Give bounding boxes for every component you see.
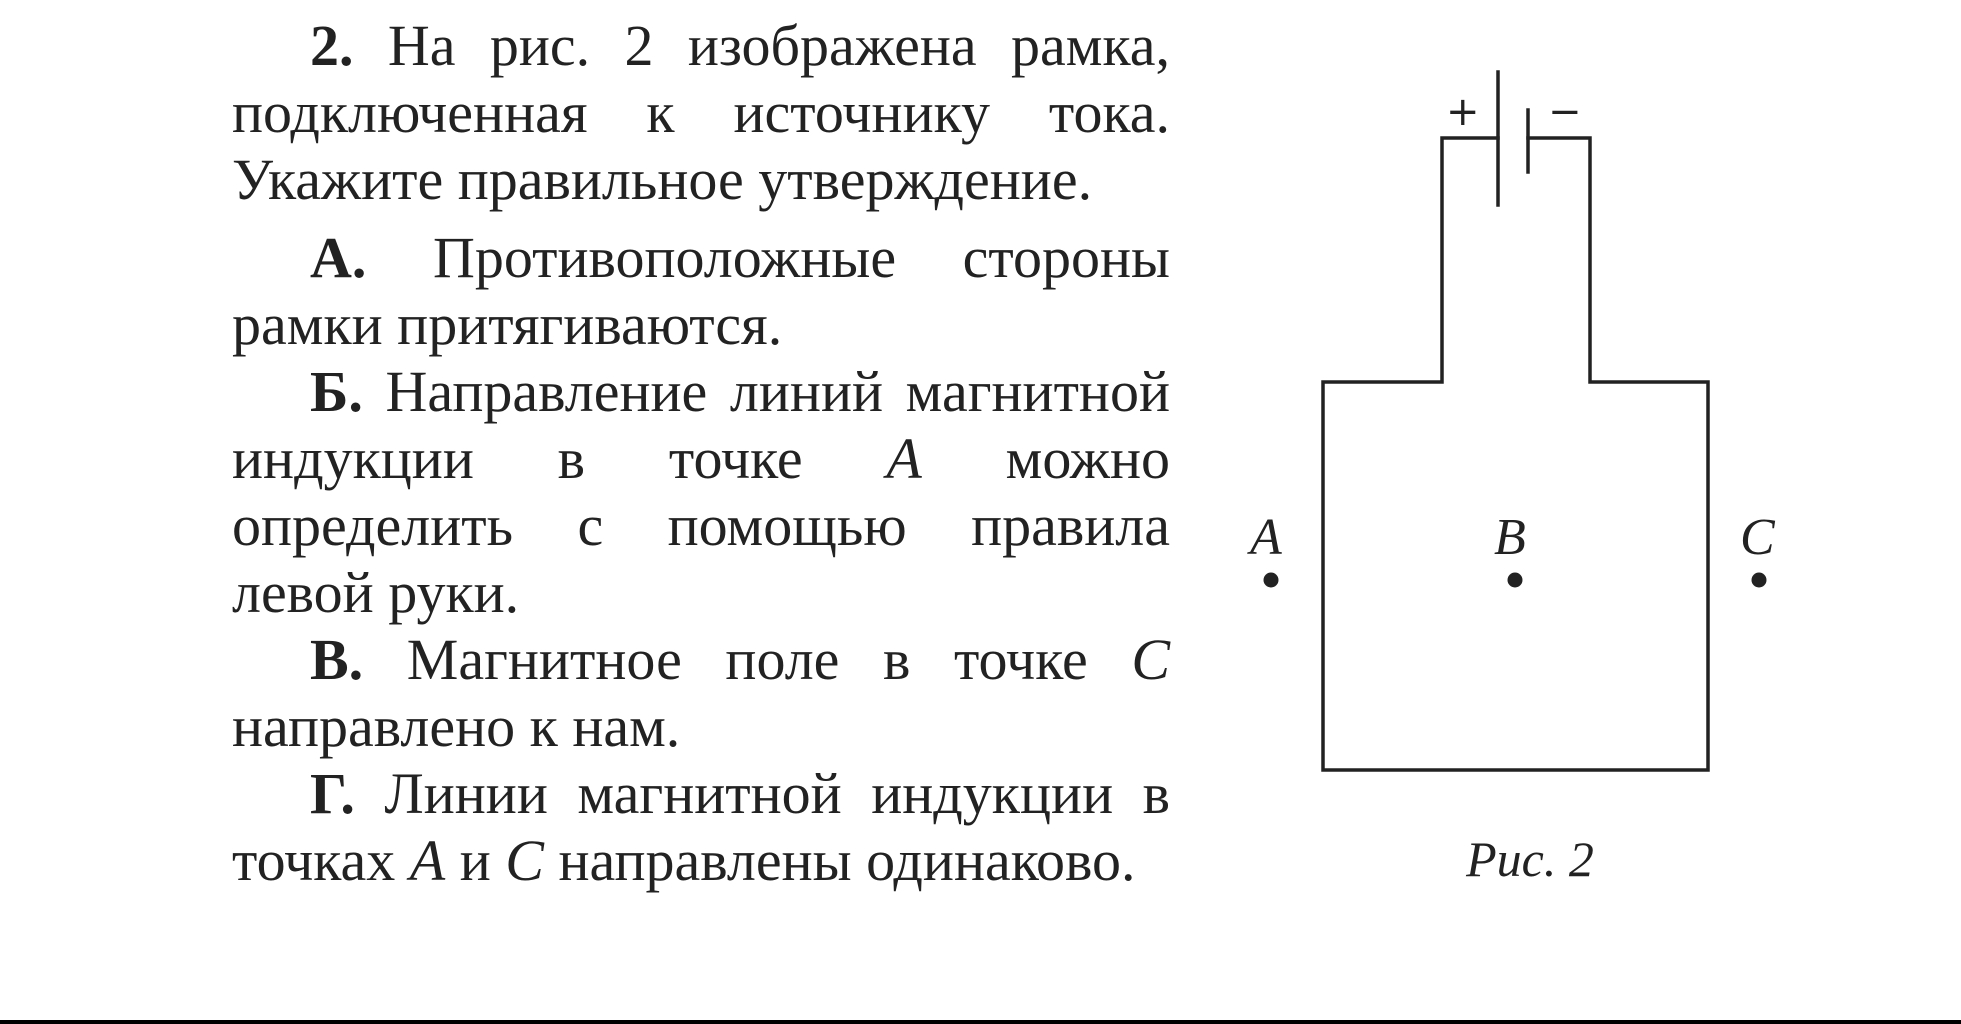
option-text: можно определить с помощью правила левой руки. xyxy=(232,426,1170,625)
point-reference: A xyxy=(409,828,446,893)
option-letter: Г. xyxy=(310,761,355,826)
option-text: Противоположные стороны рамки притягиваются. xyxy=(232,225,1170,357)
option-letter: А. xyxy=(310,225,367,290)
option-text: Линии магнитной индукции в точках xyxy=(232,761,1170,893)
point-a-label: A xyxy=(1250,509,1282,566)
frame-wire xyxy=(1323,138,1708,770)
figure-2 xyxy=(1230,60,1790,900)
option-text: направлено к нам. xyxy=(232,694,681,759)
problem-text xyxy=(232,12,1170,894)
option-b xyxy=(232,358,1170,626)
option-text: Магнитное поле в точке xyxy=(363,627,1132,692)
problem-statement xyxy=(232,12,1170,213)
figure-caption: Рис. 2 xyxy=(1466,831,1594,887)
option-text: и xyxy=(445,828,506,893)
circuit-diagram xyxy=(1230,60,1790,900)
plus-sign: + xyxy=(1446,89,1480,135)
option-v xyxy=(232,626,1170,760)
point-b-dot xyxy=(1508,573,1523,588)
option-letter: Б. xyxy=(310,359,363,424)
option-g xyxy=(232,760,1170,894)
option-text: Направление линий магнитной индукции в точке xyxy=(232,359,1170,491)
point-reference: A xyxy=(886,426,922,491)
minus-sign: − xyxy=(1548,89,1582,135)
point-reference: C xyxy=(505,828,544,893)
point-b-label: B xyxy=(1494,509,1526,566)
option-text: направлены одинаково. xyxy=(543,828,1136,893)
point-c-dot xyxy=(1752,573,1767,588)
point-reference: C xyxy=(1131,627,1170,692)
problem-number: 2. xyxy=(310,13,354,78)
point-c-label: C xyxy=(1740,509,1775,566)
point-a-dot xyxy=(1264,573,1279,588)
problem-intro: На рис. 2 изображена рамка, подключенная к источнику тока. Укажите правильное утверждение. xyxy=(232,13,1170,212)
option-letter: В. xyxy=(310,627,364,692)
option-a xyxy=(232,224,1170,358)
